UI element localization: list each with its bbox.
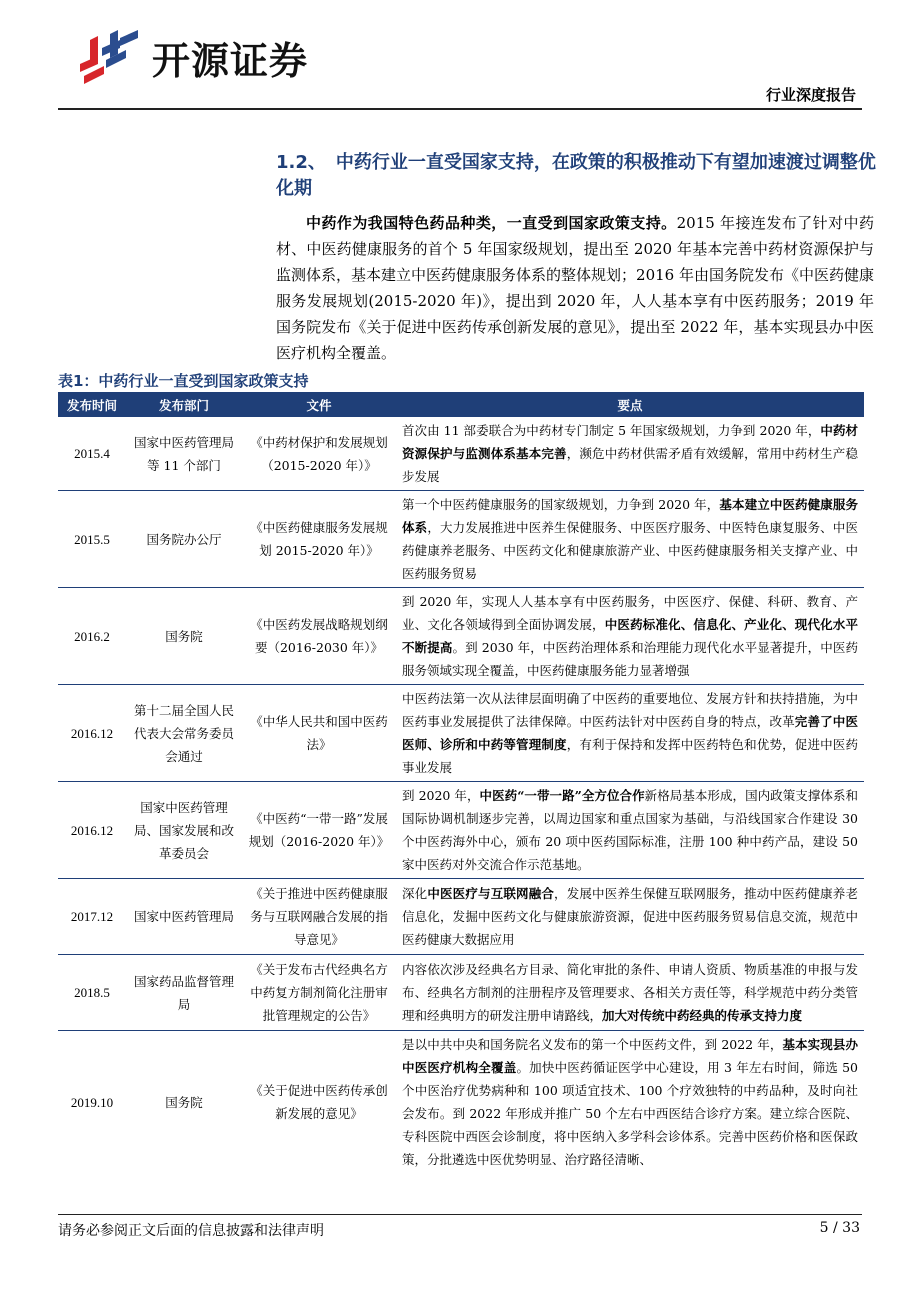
points-text: ，发展中医养生保健互联网服务，推动中医药健康养老信息化，发掘中医药文化与健康旅游资源，促进中医药服务贸易信息交流，规范中医药健康大数据应用 [402,886,858,947]
points-highlight: 完善了中医医师、诊所和中药等管理制度 [402,714,858,752]
header-dept: 发布部门 [126,394,242,417]
points-text: 。加快中医药循证医学中心建设，用 3 年左右时间，筛选 50 个中医治疗优势病种和 100 项适宜技术、100 个疗效独特的中药品种，及时向社会发布。到 2022 年形成并推广 50 个左右中西医结合诊疗方案。建立综合医院、专科医院中西医会诊制度，将中医纳入多学科会诊体系。完善中医药价格和医保政策，分批遴选中医优势明显、治疗路径清晰、 [402,1060,858,1167]
cell-doc: 《中医药“一带一路”发展规划（2016-2020 年）》 [242,782,396,879]
points-text: 首次由 11 部委联合为中药材专门制定 5 年国家级规划，力争到 2020 年， [402,423,821,438]
table-row [58,879,864,955]
cell-points [396,417,864,491]
intro-paragraph [276,210,874,366]
points-text: 深化 [402,886,428,901]
footer-disclaimer: 请务必参阅正文后面的信息披露和法律声明 [58,1223,324,1239]
points-text: 第一个中医药健康服务的国家级规划，力争到 2020 年， [402,497,720,512]
cell-dept: 国家中医药管理局 [126,879,242,955]
cell-dept: 第十二届全国人民代表大会常务委员会通过 [126,685,242,782]
cell-date: 2019.10 [58,1031,126,1174]
cell-doc: 《关于发布古代经典名方中药复方制剂简化注册审批管理规定的公告》 [242,955,396,1031]
cell-date: 2016.2 [58,588,126,685]
points-highlight: 中医药标准化、信息化、产业化、现代化水平不断提高 [402,617,858,655]
table-row [58,955,864,1031]
section-number: 1.2、 [276,152,326,173]
cell-dept: 国务院 [126,1031,242,1174]
points-highlight: 加大对传统中药经典的传承支持力度 [602,1008,803,1023]
points-text: 是以中共中央和国务院名义发布的第一个中医药文件，到 2022 年， [402,1037,783,1052]
cell-dept: 国务院 [126,588,242,685]
points-text: ，大力发展推进中医养生保健服务、中医医疗服务、中医特色康复服务、中医药健康养老服务、中医药文化和健康旅游产业、中医药健康服务相关支撑产业、中医药服务贸易 [402,520,858,581]
cell-points [396,685,864,782]
policy-table [58,394,864,1173]
points-highlight: 中医药“一带一路”全方位合作 [479,788,645,803]
table-row [58,417,864,491]
section-title: 中药行业一直受国家支持，在政策的积极推动下有望加速渡过调整优化期 [276,152,876,199]
cell-doc: 《中医药发展战略规划纲要（2016-2030 年）》 [242,588,396,685]
points-highlight: 中药材资源保护与监测体系基本完善 [402,423,858,461]
points-highlight: 基本建立中医药健康服务体系 [402,497,858,535]
table-title: 表1：中药行业一直受到国家政策支持 [58,372,309,390]
section-heading [276,150,876,202]
page-number: 5 / 33 [819,1220,860,1236]
points-text: 内容依次涉及经典名方目录、简化审批的条件、申请人资质、物质基准的申报与发布、经典名方制剂的注册程序及管理要求、各相关方责任等，科学规范中药分类管理和经典明方的研发注册申请路线， [402,962,858,1023]
intro-body: 2015 年接连发布了针对中药材、中医药健康服务的首个 5 年国家级规划，提出至 2020 年基本完善中药材资源保护与监测体系，基本建立中医药健康服务体系的整体规划；2016 年由国务院发布《中医药健康服务发展规划(2015-2020 年)》，提出到 2020 年，人人基本享有中医药服务；2019 年国务院发布《关于促进中医药传承创新发展的意见》，提出至 2022 年，基本实现县办中医医疗机构全覆盖。 [276,214,874,362]
cell-dept: 国家中医药管理局、国家发展和改革委员会 [126,782,242,879]
table-row [58,588,864,685]
table-header-row [58,394,864,417]
cell-date: 2015.5 [58,491,126,588]
table-row [58,782,864,879]
cell-doc: 《中华人民共和国中医药法》 [242,685,396,782]
cell-points [396,588,864,685]
cell-points [396,955,864,1031]
cell-points [396,491,864,588]
cell-doc: 《中医药健康服务发展规划 2015-2020 年）》 [242,491,396,588]
cell-date: 2016.12 [58,782,126,879]
cell-points [396,782,864,879]
points-text: 到 2020 年， [402,788,480,803]
cell-date: 2018.5 [58,955,126,1031]
policy-table-container [58,392,864,1194]
header-divider [58,108,862,110]
points-text: ，有利于保持和发挥中医药特色和优势，促进中医药事业发展 [402,737,858,775]
footer-divider [58,1214,862,1215]
cell-date: 2017.12 [58,879,126,955]
header-date: 发布时间 [58,394,126,417]
points-text: ，濒危中药材供需矛盾有效缓解，常用中药材生产稳步发展 [402,446,858,484]
cell-doc: 《关于促进中医药传承创新发展的意见》 [242,1031,396,1174]
table-row [58,491,864,588]
brand-name: 开源证券 [152,38,309,83]
cell-doc: 《关于推进中医药健康服务与互联网融合发展的指导意见》 [242,879,396,955]
points-text: 到 2020 年，实现人人基本享有中医药服务，中医医疗、保健、科研、教育、产业、文化各领域得到全面协调发展， [402,594,858,632]
cell-dept: 国务院办公厅 [126,491,242,588]
header-doc: 文件 [242,394,396,417]
cell-dept: 国家中医药管理局等 11 个部门 [126,417,242,491]
kaiyuan-logo-icon [76,28,142,86]
table-row [58,1031,864,1174]
points-text: 。到 2030 年，中医药治理体系和治理能力现代化水平显著提升，中医药服务领域实现全覆盖，中医药健康服务能力显著增强 [402,640,858,678]
intro-lead: 中药作为我国特色药品种类，一直受到国家政策支持。 [306,214,677,232]
points-text: 中医药法第一次从法律层面明确了中医药的重要地位、发展方针和扶持措施，为中医药事业发展提供了法律保障。中医药法针对中医药自身的特点，改革 [402,691,858,729]
points-highlight: 基本实现县办中医医疗机构全覆盖 [402,1037,858,1075]
cell-dept: 国家药品监督管理局 [126,955,242,1031]
points-text: 新格局基本形成，国内政策支撑体系和国际协调机制逐步完善，以周边国家和重点国家为基础，与沿线国家合作建设 30 个中医药海外中心，颁布 20 项中医药国际标准，注册 100 种中药产品，建设 50 家中医药对外交流合作示范基地。 [402,788,858,872]
cell-doc: 《中药材保护和发展规划（2015-2020 年）》 [242,417,396,491]
report-type: 行业深度报告 [765,86,856,104]
header-points: 要点 [396,394,864,417]
brand-logo [76,28,308,86]
cell-points [396,879,864,955]
points-highlight: 中医医疗与互联网融合 [427,886,555,901]
cell-points [396,1031,864,1174]
cell-date: 2016.12 [58,685,126,782]
cell-date: 2015.4 [58,417,126,491]
table-row [58,685,864,782]
